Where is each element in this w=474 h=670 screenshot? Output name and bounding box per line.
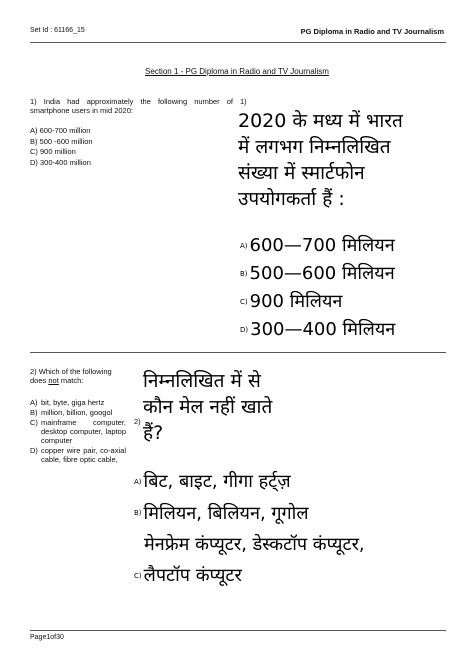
page-number: Page1of30 [30, 634, 64, 641]
q1-option-b[interactable]: B) 500 -600 million [30, 136, 93, 146]
q1-english-options [30, 126, 93, 168]
q1-hindi-line-1: 2020 के मध्य में भारत [238, 110, 403, 132]
q1-hindi-line-4: उपयोगकर्ता हैं : [238, 188, 345, 210]
q1-hindi-option-a[interactable]: A) 600—700 मिलियन [240, 235, 395, 256]
q2-hindi-line-2: कौन मेल नहीं खाते [143, 396, 273, 418]
q2-english-options [30, 398, 126, 465]
q1-english-question: 1) India had approximately the following number of smartphone users in mid 2020: [30, 97, 233, 115]
q1-hindi-question [238, 108, 458, 212]
question-divider [30, 352, 446, 353]
q2-not-emphasis: not [48, 376, 59, 385]
q1-option-c[interactable]: C) 900 million [30, 147, 76, 156]
q1-hindi-line-2: में लगभग निम्नलिखित [238, 136, 391, 158]
q2-english-question: 2) Which of the following does not match: [30, 367, 112, 385]
q2-hindi-option-c-cont[interactable]: C) लैपटॉप कंप्यूटर [134, 565, 242, 586]
header-divider [30, 42, 446, 43]
q1-hindi-line-3: संख्या में स्मार्टफोन [238, 162, 365, 184]
q2-hindi-question [143, 368, 443, 446]
q2-hindi-line-3: हैं? [143, 422, 164, 444]
q2-hindi-number: 2) [134, 417, 141, 426]
q2-option-d[interactable]: D) copper wire pair, co-axial cable, fibre optic cable, [30, 446, 126, 464]
q1-option-a[interactable]: A) 600-700 million [30, 126, 91, 135]
q2-hindi-option-c[interactable]: मेनफ्रेम कंप्यूटर, डेस्कटॉप कंप्यूटर, [144, 534, 365, 555]
q2-option-a[interactable]: A) bit, byte, giga hertz [30, 398, 105, 407]
course-name: PG Diploma in Radio and TV Journalism [300, 27, 444, 36]
q1-hindi-options [240, 232, 395, 344]
footer-divider [30, 630, 446, 631]
set-id: Set Id : 61166_15 [30, 27, 85, 34]
q1-hindi-option-c[interactable]: C) 900 मिलियन [240, 291, 343, 312]
q1-hindi-option-b[interactable]: B) 500—600 मिलियन [240, 263, 395, 284]
q1-option-d[interactable]: D) 300-400 million [30, 157, 91, 167]
q1-hindi-option-d[interactable]: D) 300—400 मिलियन [240, 319, 396, 340]
q2-hindi-option-b[interactable]: B) मिलियन, बिलियन, गूगोल [134, 502, 309, 524]
q2-hindi-options [134, 466, 464, 592]
q1-hindi-number: 1) [240, 97, 247, 106]
section-title: Section 1 - PG Diploma in Radio and TV Journalism [145, 67, 329, 76]
q2-hindi-option-a[interactable]: A) बिट, बाइट, गीगा हर्ट्ज़ [134, 471, 291, 492]
q2-option-b[interactable]: B) million, billion, googol [30, 408, 113, 417]
q2-hindi-line-1: निम्नलिखित में से [143, 370, 261, 392]
q2-option-c[interactable]: C) mainframe computer, desktop computer, laptop computer [30, 418, 126, 445]
